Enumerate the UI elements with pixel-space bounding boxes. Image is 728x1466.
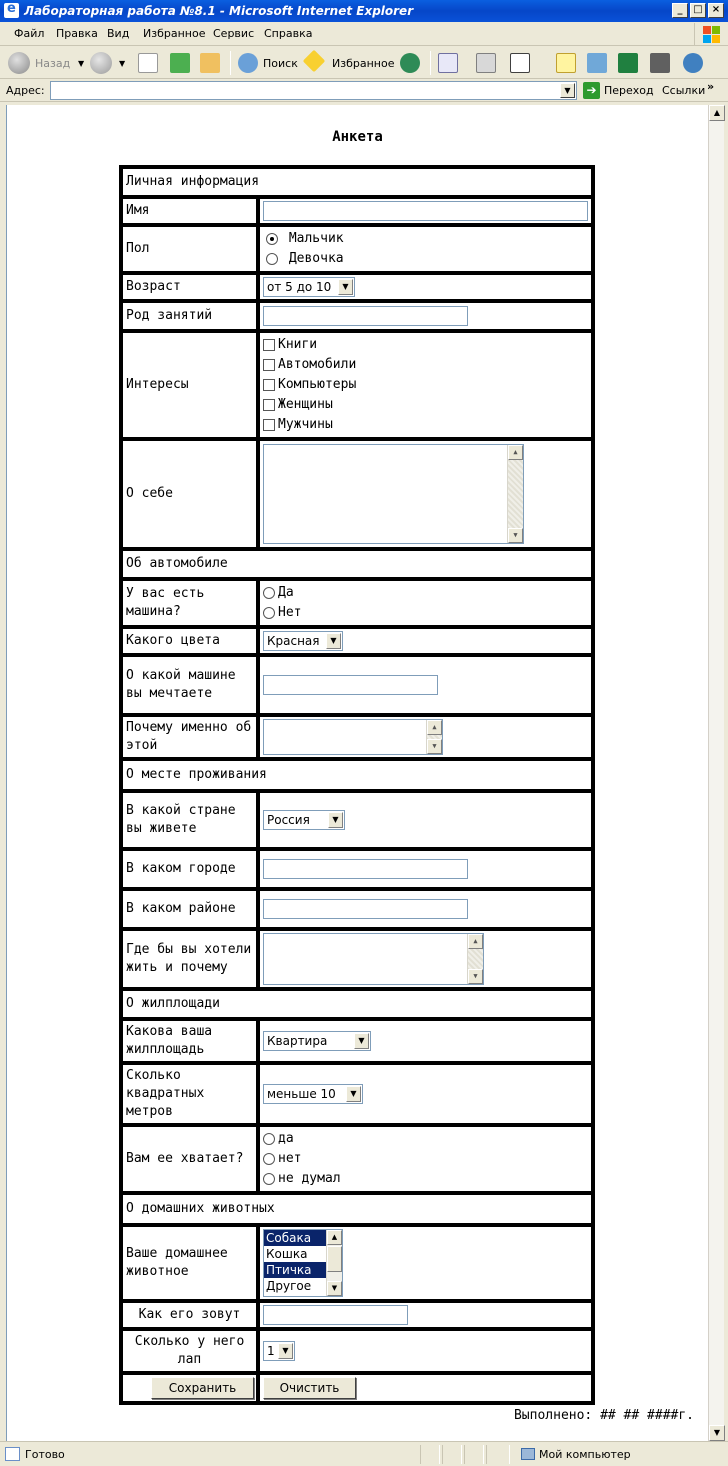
search-label: Поиск: [263, 57, 298, 70]
address-input[interactable]: [50, 81, 577, 100]
scroll-up-icon[interactable]: ▲: [427, 720, 442, 735]
age-select[interactable]: от 5 до 10 ▼: [263, 277, 355, 297]
interest-men[interactable]: Мужчины: [263, 415, 588, 435]
status-cell: [464, 1445, 484, 1464]
stop-icon[interactable]: [138, 53, 158, 73]
area-select[interactable]: меньше 10 ▼: [263, 1084, 363, 1104]
interest-women[interactable]: Женщины: [263, 395, 588, 415]
tool-icon[interactable]: [618, 53, 638, 73]
label-age: Возраст: [121, 273, 258, 301]
page-scrollbar[interactable]: [708, 105, 724, 1441]
district-input[interactable]: [263, 899, 468, 919]
chevron-down-icon[interactable]: ▼: [354, 1033, 369, 1049]
label-name: Имя: [121, 197, 258, 225]
label-car-color: Какого цвета: [121, 627, 258, 655]
radio-icon[interactable]: [263, 607, 275, 619]
window-titlebar: [0, 0, 728, 22]
gender-option-boy[interactable]: Мальчик: [263, 229, 588, 249]
favorites-button[interactable]: [306, 51, 395, 75]
scroll-thumb[interactable]: [327, 1246, 342, 1272]
minimize-button[interactable]: _: [672, 3, 688, 18]
where-live-textarea[interactable]: [263, 933, 484, 985]
forward-button[interactable]: [90, 51, 130, 75]
page-icon: [5, 1447, 20, 1461]
chevron-right-icon[interactable]: »: [707, 80, 715, 93]
address-bar: [0, 80, 728, 102]
interest-computers[interactable]: Компьютеры: [263, 375, 588, 395]
label-pet-name: Как его зовут: [121, 1301, 258, 1329]
status-cell: [420, 1445, 440, 1464]
occupation-input[interactable]: [263, 306, 468, 326]
label-has-car: У вас есть машина?: [121, 579, 258, 627]
windows-logo-icon: [694, 23, 722, 45]
section-residence: О месте проживания: [121, 759, 593, 791]
label-legs: Сколько у него лап: [121, 1329, 258, 1373]
completion-footer: Выполнено: ## ## ####г.: [513, 1408, 694, 1423]
close-button[interactable]: ×: [708, 3, 724, 18]
pet-option-bird[interactable]: Птичка: [264, 1262, 326, 1278]
country-select[interactable]: Россия ▼: [263, 810, 345, 830]
label-housing-type: Какова ваша жилплощадь: [121, 1019, 258, 1063]
has-car-no[interactable]: Нет: [263, 603, 588, 623]
label-about: О себе: [121, 439, 258, 549]
chevron-down-icon[interactable]: ▼: [278, 1343, 293, 1359]
forward-arrow-icon: [90, 52, 112, 74]
label-country: В какой стране вы живете: [121, 791, 258, 849]
chevron-down-icon[interactable]: ▼: [328, 812, 343, 828]
listbox-scrollbar[interactable]: [326, 1230, 342, 1296]
radio-icon[interactable]: [263, 1133, 275, 1145]
interest-cars[interactable]: Автомобили: [263, 355, 588, 375]
has-car-yes[interactable]: Да: [263, 583, 588, 603]
pet-option-dog[interactable]: Собака: [264, 1230, 326, 1246]
menu-favorites[interactable]: Избранное: [143, 27, 206, 40]
pet-option-cat[interactable]: Кошка: [266, 1247, 308, 1261]
print-icon[interactable]: [476, 53, 496, 73]
label-dream-car: О какой машине вы мечтаетe: [121, 655, 258, 715]
messenger-icon[interactable]: [587, 53, 607, 73]
scroll-up-icon[interactable]: ▲: [327, 1230, 342, 1245]
checkbox-icon[interactable]: [263, 339, 275, 351]
back-button[interactable]: [8, 51, 84, 75]
label-where-live: Где бы вы хотели жить и почему: [121, 929, 258, 989]
chevron-down-icon: ▼: [78, 59, 85, 68]
about-textarea[interactable]: [263, 444, 524, 544]
menubar: [0, 22, 728, 46]
menu-edit[interactable]: Правка: [56, 27, 98, 40]
gender-option-girl[interactable]: Девочка: [263, 249, 588, 269]
status-text: Готово: [25, 1448, 65, 1461]
section-car: Об автомобиле: [121, 549, 593, 579]
menu-help[interactable]: Справка: [264, 27, 313, 40]
dream-car-input[interactable]: [263, 675, 438, 695]
favorites-label: Избранное: [332, 57, 395, 70]
label-occupation: Род занятий: [121, 301, 258, 331]
section-personal: Личная информация: [121, 167, 593, 197]
textarea-scrollbar[interactable]: [426, 720, 442, 754]
checkbox-icon[interactable]: [263, 359, 275, 371]
textarea-scrollbar[interactable]: [467, 934, 483, 984]
checkbox-icon[interactable]: [263, 399, 275, 411]
edit-icon[interactable]: [510, 53, 530, 73]
scroll-down-icon[interactable]: ▼: [508, 528, 523, 543]
toolbar: [0, 47, 728, 79]
car-color-select[interactable]: Красная ▼: [263, 631, 343, 651]
label-district: В каком районе: [121, 889, 258, 929]
radio-icon[interactable]: [263, 1153, 275, 1165]
city-input[interactable]: [263, 859, 468, 879]
section-housing: О жилплощади: [121, 989, 593, 1019]
page-title: Анкета: [332, 129, 383, 145]
survey-form: [119, 165, 595, 1405]
label-area: Сколько квадратных метров: [121, 1063, 258, 1125]
scroll-up-icon[interactable]: ▲: [709, 105, 725, 121]
enough-yes[interactable]: да: [263, 1129, 588, 1149]
radio-icon[interactable]: [263, 587, 275, 599]
scroll-down-icon[interactable]: ▼: [709, 1425, 725, 1441]
star-icon: [303, 50, 326, 73]
label-pet: Ваше домашнее животное: [121, 1225, 258, 1301]
checkbox-icon[interactable]: [263, 419, 275, 431]
search-button[interactable]: [238, 51, 298, 75]
scroll-up-icon[interactable]: ▲: [508, 445, 523, 460]
search-icon: [238, 53, 258, 73]
chevron-down-icon[interactable]: ▼: [326, 633, 341, 649]
people-icon[interactable]: [683, 53, 703, 73]
scroll-down-icon[interactable]: ▼: [468, 969, 483, 984]
chevron-down-icon[interactable]: ▼: [346, 1086, 361, 1102]
scroll-down-icon[interactable]: ▼: [427, 739, 442, 754]
ie-icon: [4, 3, 19, 18]
status-bar: [0, 1441, 728, 1466]
enough-no[interactable]: нет: [263, 1149, 588, 1169]
chevron-down-icon[interactable]: ▼: [338, 279, 353, 295]
label-why-car: Почему именно об этой: [121, 715, 258, 759]
pet-listbox[interactable]: [263, 1229, 343, 1297]
label-interests: Интересы: [121, 331, 258, 439]
go-arrow-icon[interactable]: ➔: [583, 82, 600, 99]
address-dropdown-button[interactable]: ▼: [560, 83, 575, 98]
refresh-icon[interactable]: [170, 53, 190, 73]
label-gender: Пол: [121, 225, 258, 273]
research-icon[interactable]: [650, 53, 670, 73]
links-button[interactable]: Ссылки: [662, 84, 706, 97]
go-button[interactable]: Переход: [604, 84, 654, 97]
menu-view[interactable]: Вид: [107, 27, 130, 40]
clear-button[interactable]: Очистить: [263, 1377, 356, 1399]
scroll-down-icon[interactable]: ▼: [327, 1281, 342, 1296]
address-label: Адрес:: [6, 84, 45, 97]
label-enough: Вам ее хватает?: [121, 1125, 258, 1193]
save-button[interactable]: Сохранить: [151, 1377, 254, 1399]
why-car-textarea[interactable]: [263, 719, 443, 755]
page-viewport: [6, 105, 708, 1441]
radio-icon[interactable]: [266, 233, 278, 245]
interest-books[interactable]: Книги: [263, 335, 588, 355]
section-pets: О домашних животных: [121, 1193, 593, 1225]
home-icon[interactable]: [200, 53, 220, 73]
zone-text: Мой компьютер: [539, 1448, 631, 1461]
legs-select[interactable]: 1 ▼: [263, 1341, 295, 1361]
scroll-up-icon[interactable]: ▲: [468, 934, 483, 949]
notes-icon[interactable]: [556, 53, 576, 73]
mail-icon[interactable]: [438, 53, 458, 73]
textarea-scrollbar[interactable]: [507, 445, 523, 543]
housing-select[interactable]: Квартира ▼: [263, 1031, 371, 1051]
pet-option-other[interactable]: Другое: [266, 1279, 312, 1293]
checkbox-icon[interactable]: [263, 379, 275, 391]
enough-not-thought[interactable]: не думал: [263, 1169, 588, 1189]
back-arrow-icon: [8, 52, 30, 74]
window-title: Лабораторная работа №8.1 - Microsoft Internet Explorer: [24, 4, 414, 18]
pet-name-input[interactable]: [263, 1305, 408, 1325]
name-input[interactable]: [263, 201, 588, 221]
status-cell: [486, 1445, 510, 1464]
chevron-down-icon: ▼: [119, 59, 126, 68]
menu-tools[interactable]: Сервис: [213, 27, 255, 40]
menu-file[interactable]: Файл: [14, 27, 45, 40]
maximize-button[interactable]: □: [690, 3, 706, 18]
radio-icon[interactable]: [266, 253, 278, 265]
back-label: Назад: [35, 57, 71, 70]
label-city: В каком городе: [121, 849, 258, 889]
computer-icon: [521, 1448, 535, 1460]
status-cell: [442, 1445, 462, 1464]
history-icon[interactable]: [400, 53, 420, 73]
radio-icon[interactable]: [263, 1173, 275, 1185]
